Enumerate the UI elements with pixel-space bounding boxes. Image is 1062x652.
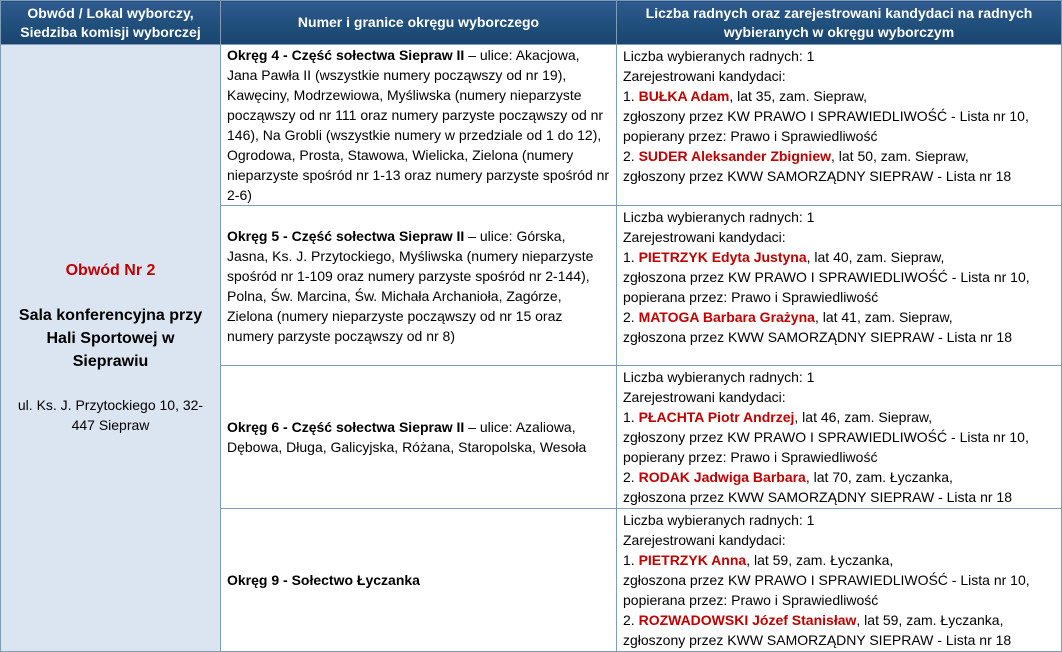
candidate-number: 1. (623, 249, 639, 265)
candidate-2 (623, 146, 1055, 166)
district-name: Okręg 6 - Część sołectwa Siepraw II (227, 419, 465, 435)
candidate-2 (623, 610, 1055, 630)
candidate-support: popierany przez: Prawo i Sprawiedliwość (623, 449, 878, 465)
candidate-info: , lat 50, zam. Siepraw, (831, 148, 969, 164)
candidate-number: 1. (623, 552, 639, 568)
candidate-committee: zgłoszona przez KWW SAMORZĄDNY SIEPRAW - Lista nr 18 (623, 329, 1012, 345)
candidate-name: PŁACHTA Piotr Andrzej (638, 409, 795, 425)
candidate-2 (623, 307, 1055, 327)
candidate-committee: zgłoszony przez KW PRAWO I SPRAWIEDLIWOŚĆ - Lista nr 10, (623, 108, 1029, 124)
candidate-name: ROZWADOWSKI Józef Stanisław (638, 612, 857, 628)
candidate-1 (623, 407, 1055, 427)
candidate-info: , lat 59, zam. Łyczanka, (746, 552, 894, 568)
candidate-support: popierany przez: Prawo i Sprawiedliwość (623, 128, 878, 144)
header-obwod: Obwód / Lokal wyborczy, Siedziba komisji wyborczej (1, 1, 221, 45)
district-name: Okręg 5 - Część sołectwa Siepraw II (227, 227, 465, 244)
candidate-committee: zgłoszona przez KW PRAWO I SPRAWIEDLIWOŚĆ - Lista nr 10, (623, 572, 1030, 588)
district-description (221, 45, 617, 206)
district-name: Okręg 9 - Sołectwo Łyczanka (227, 572, 420, 588)
seats-count: Liczba wybieranych radnych: 1 (623, 48, 815, 64)
seats-count: Liczba wybieranych radnych: 1 (623, 369, 815, 385)
district-streets: – ulice: Azaliowa, Dębowa, Długa, Galicyjska, Różana, Staropolska, Wesoła (227, 419, 587, 455)
seats-count: Liczba wybieranych radnych: 1 (623, 512, 815, 528)
venue-address: ul. Ks. J. Przytockiego 10, 32-447 Siepraw (17, 396, 204, 433)
candidate-committee: zgłoszona przez KW PRAWO I SPRAWIEDLIWOŚĆ - Lista nr 10, (623, 269, 1030, 285)
registered-label: Zarejestrowani kandydaci: (623, 68, 786, 84)
candidate-name: BUŁKA Adam (638, 88, 730, 104)
district-name: Okręg 4 - Część sołectwa Siepraw II (227, 47, 465, 63)
candidate-number: 2. (623, 309, 639, 325)
candidates-cell (617, 206, 1062, 366)
candidate-support: popierana przez: Prawo i Sprawiedliwość (623, 289, 879, 305)
candidate-name: MATOGA Barbara Grażyna (638, 309, 815, 325)
venue-name: Sala konferencyjna przy Hali Sportowej w Sieprawiu (18, 306, 203, 370)
candidate-name: RODAK Jadwiga Barbara (638, 469, 806, 485)
district-streets: – ulice: Górska, Jasna, Ks. J. Przytockiego, Myśliwska (numery nieparzyste spośród nr 1-109 oraz numery parzyste spośród nr 2-144), Polna, Św. Marcina, Św. Michała Archanioła, Zagórze, Zielona (numery nieparzyste począwszy od nr 15 oraz numery parzyste począwszy od nr 8) (227, 227, 594, 344)
candidate-number: 2. (623, 469, 639, 485)
candidate-committee: zgłoszona przez KWW SAMORZĄDNY SIEPRAW - Lista nr 18 (623, 489, 1012, 505)
candidate-info: , lat 70, zam. Łyczanka, (805, 469, 953, 485)
candidate-info: , lat 40, zam. Siepraw, (806, 249, 945, 265)
header-row (1, 1, 1062, 45)
district-description (221, 206, 617, 366)
registered-label: Zarejestrowani kandydaci: (623, 229, 786, 245)
candidates-cell (617, 366, 1062, 509)
candidate-info: , lat 59, zam. Łyczanka, (856, 612, 1004, 628)
candidate-number: 2. (623, 148, 639, 164)
candidate-name: PIETRZYK Anna (638, 552, 747, 568)
candidate-number: 2. (623, 612, 639, 628)
registered-label: Zarejestrowani kandydaci: (623, 532, 786, 548)
candidate-number: 1. (623, 88, 639, 104)
district-description (221, 366, 617, 509)
registered-label: Zarejestrowani kandydaci: (623, 389, 786, 405)
district-description (221, 509, 617, 652)
header-kandydaci: Liczba radnych oraz zarejestrowani kandydaci na radnych wybieranych w okręgu wyborczym (617, 1, 1062, 45)
table-row (1, 45, 1062, 206)
candidate-info: , lat 41, zam. Siepraw, (814, 309, 953, 325)
candidate-2 (623, 467, 1055, 487)
candidate-info: , lat 35, zam. Siepraw, (729, 88, 868, 104)
candidates-cell (617, 45, 1062, 206)
header-okreg: Numer i granice okręgu wyborczego (221, 1, 617, 45)
candidate-info: , lat 46, zam. Siepraw, (794, 409, 933, 425)
candidate-name: SUDER Aleksander Zbigniew (638, 148, 831, 164)
candidate-committee: zgłoszony przez KWW SAMORZĄDNY SIEPRAW - Lista nr 18 (623, 632, 1012, 648)
obwod-title: Obwód Nr 2 (65, 261, 156, 279)
candidate-1 (623, 86, 1055, 106)
candidate-committee: zgłoszony przez KWW SAMORZĄDNY SIEPRAW - Lista nr 18 (623, 168, 1012, 184)
candidate-number: 1. (623, 409, 639, 425)
obwod-cell (1, 45, 221, 652)
district-streets: – ulice: Akacjowa, Jana Pawła II (wszystkie numery począwszy od nr 19), Kawęciny, Modrzewiowa, Myśliwska (numery nieparzyste począwszy od nr 111 oraz numery parzyste począwszy od nr 146), Na Grobli (wszystkie numery w przedziale od 1 do 12), Ogrodowa, Prosta, Stawowa, Wielicka, Zielona (numery nieparzyste spośród nr 1-13 oraz numery parzyste spośród nr 2-6) (227, 47, 610, 203)
candidate-support: popierana przez: Prawo i Sprawiedliwość (623, 592, 879, 608)
candidate-1 (623, 247, 1055, 267)
candidates-cell (617, 509, 1062, 652)
candidate-committee: zgłoszony przez KW PRAWO I SPRAWIEDLIWOŚĆ - Lista nr 10, (623, 429, 1029, 445)
candidate-name: PIETRZYK Edyta Justyna (638, 249, 807, 265)
seats-count: Liczba wybieranych radnych: 1 (623, 209, 815, 225)
candidate-1 (623, 550, 1055, 570)
